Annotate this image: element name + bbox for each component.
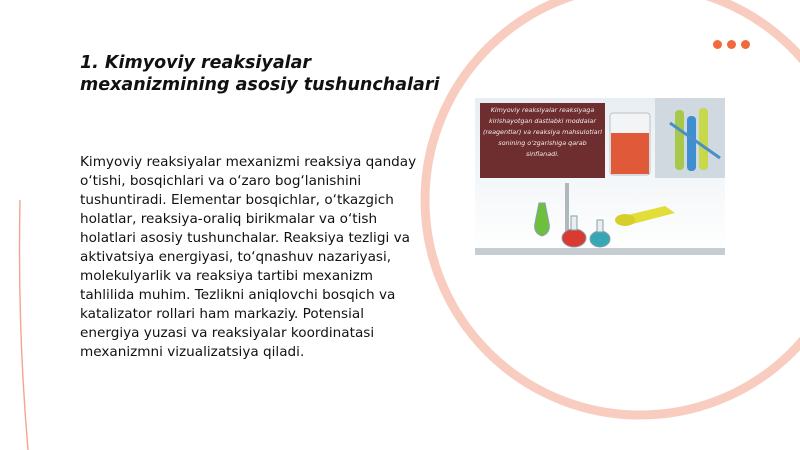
slide-body-text: Kimyoviy reaksiyalar mexanizmi reaksiya qanday o‘tishi, bosqichlari va o‘zaro bog‘lanishini tushuntiradi. Elementar bosqichlar, o‘tkazgich holatlar, reaksiya-oraliq birikmalar va o‘tish holatlari asosiy tushunchalar. Reaksiya tezligi va aktivatsiya energiyasi, to‘qnashuv nazariyasi, molekulyarlik va reaksiya tartibi mexanizm tahlilida muhim. Tezlikni aniqlovchi bosqich va katalizator rollari ham markaziy. Potensial energiya yuzasi va reaksiyalar koordinatasi mexanizmni vizualizatsiya qiladi. (80, 154, 417, 360)
slide-title: 1. Kimyoviy reaksiyalar mexanizmining asosiy tushunchalari (80, 53, 440, 95)
dot-icon (713, 40, 722, 49)
dot-icon (741, 40, 750, 49)
image-caption: Kimyoviy reaksiyalar reaksiyaga kirishayotgan dastlabki moddalar (reagentlar) va reaksiya mahsulotlari sonining o‘zgarishiga qarab sinflanadi. (480, 103, 605, 178)
menu-dots-icon (713, 40, 750, 49)
dot-icon (727, 40, 736, 49)
lab-glassware-image (475, 98, 725, 255)
